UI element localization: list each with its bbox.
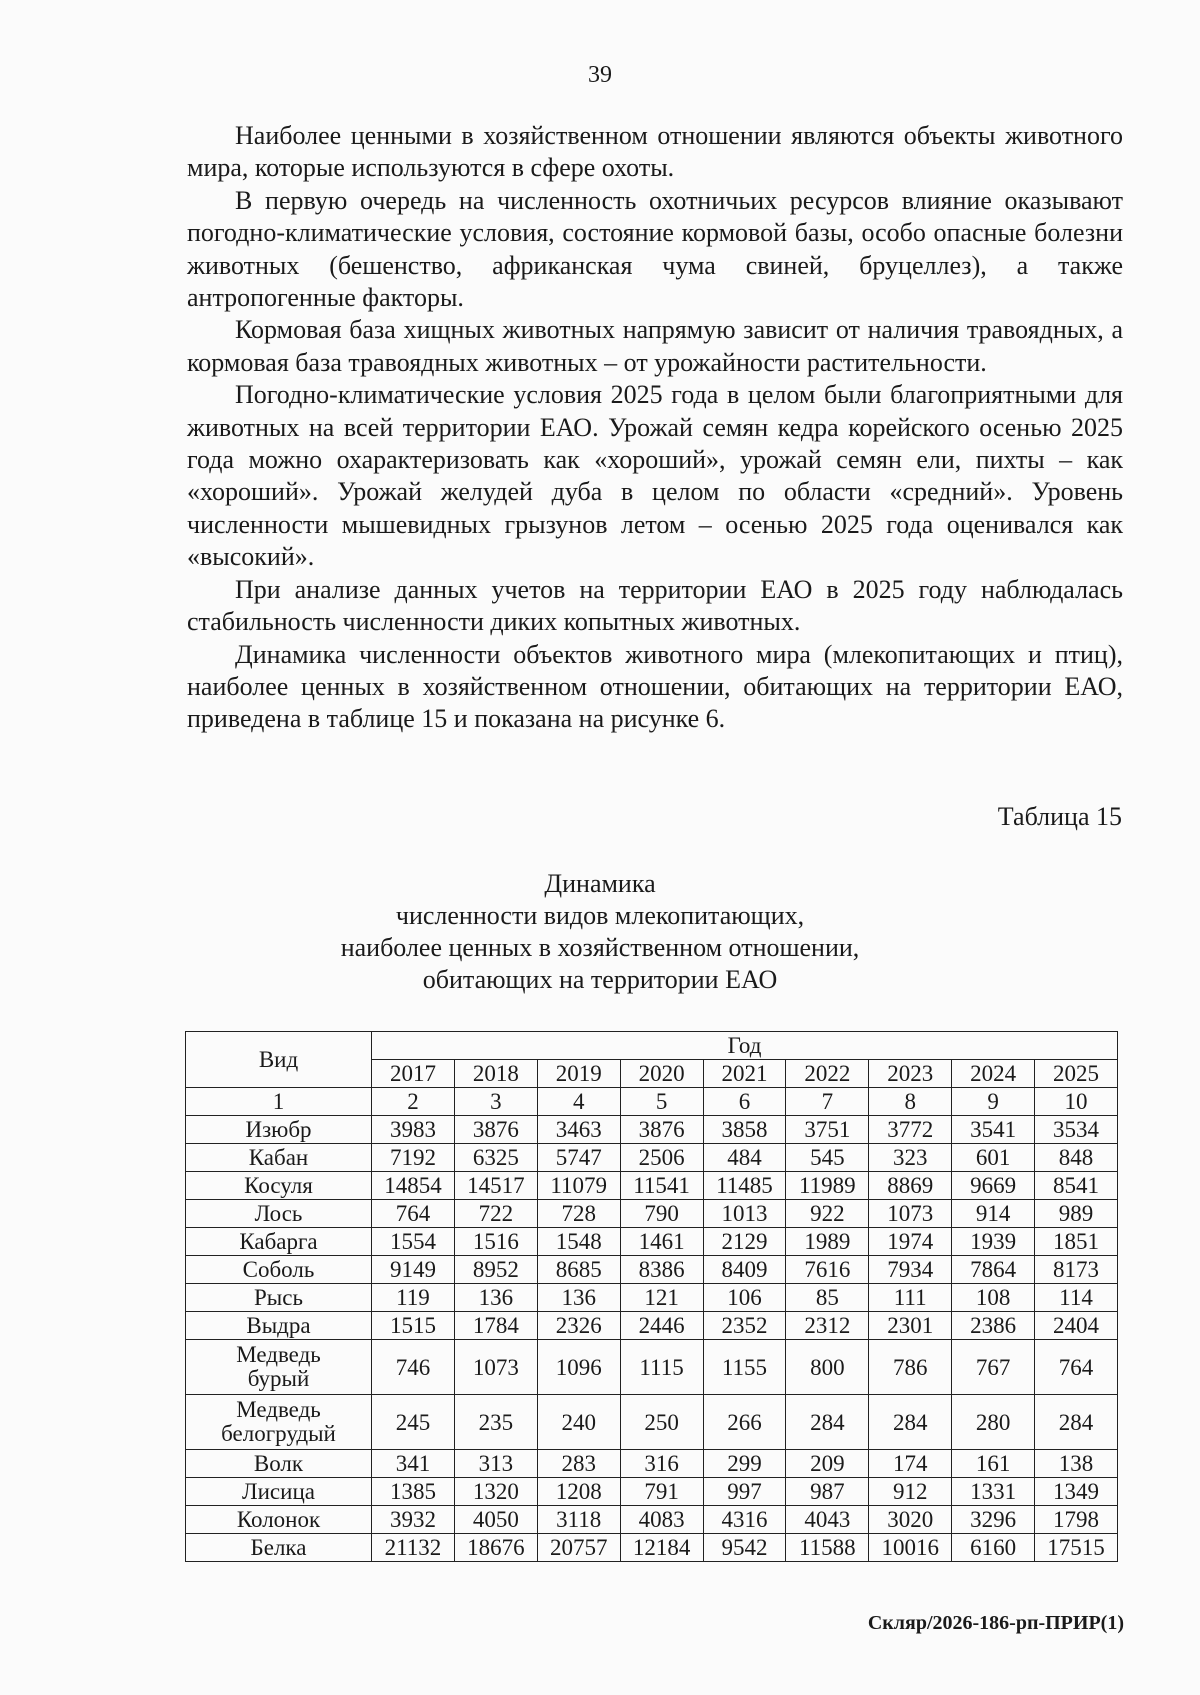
population-value: 240 bbox=[537, 1395, 620, 1450]
population-value: 987 bbox=[786, 1478, 869, 1506]
population-value: 3020 bbox=[869, 1506, 952, 1534]
population-value: 545 bbox=[786, 1144, 869, 1172]
population-value: 1155 bbox=[703, 1340, 786, 1395]
population-value: 848 bbox=[1035, 1144, 1118, 1172]
population-value: 174 bbox=[869, 1450, 952, 1478]
species-name: Волк bbox=[186, 1450, 372, 1478]
header-vid: Вид bbox=[186, 1032, 372, 1088]
population-value: 1516 bbox=[454, 1228, 537, 1256]
page-number: 39 bbox=[588, 62, 612, 88]
paragraph: Динамика численности объектов животного мира (млекопитающих и птиц), наиболее ценных в хозяйственном отношении, обитающих на территории ЕАО, приведена в таблице 15 и показана на рисунке 6. bbox=[187, 639, 1123, 734]
population-value: 746 bbox=[372, 1340, 455, 1395]
species-name: Лисица bbox=[186, 1478, 372, 1506]
population-value: 283 bbox=[537, 1450, 620, 1478]
population-value: 21132 bbox=[372, 1534, 455, 1562]
year-header: 2019 bbox=[537, 1060, 620, 1088]
population-value: 9149 bbox=[372, 1256, 455, 1284]
column-number: 1 bbox=[186, 1088, 372, 1116]
species-name: Соболь bbox=[186, 1256, 372, 1284]
population-value: 3118 bbox=[537, 1506, 620, 1534]
population-value: 601 bbox=[952, 1144, 1035, 1172]
table-body bbox=[186, 1116, 1118, 1562]
population-value: 912 bbox=[869, 1478, 952, 1506]
population-value: 1989 bbox=[786, 1228, 869, 1256]
population-value: 284 bbox=[1035, 1395, 1118, 1450]
population-value: 1461 bbox=[620, 1228, 703, 1256]
population-value: 12184 bbox=[620, 1534, 703, 1562]
population-value: 2326 bbox=[537, 1312, 620, 1340]
population-value: 1096 bbox=[537, 1340, 620, 1395]
column-number: 3 bbox=[454, 1088, 537, 1116]
population-value: 722 bbox=[454, 1200, 537, 1228]
table-row bbox=[186, 1116, 1118, 1144]
population-value: 18676 bbox=[454, 1534, 537, 1562]
population-value: 989 bbox=[1035, 1200, 1118, 1228]
population-value: 3858 bbox=[703, 1116, 786, 1144]
paragraph: Наиболее ценными в хозяйственном отношении являются объекты животного мира, которые используются в сфере охоты. bbox=[187, 121, 1123, 183]
population-value: 2404 bbox=[1035, 1312, 1118, 1340]
species-name bbox=[186, 1395, 372, 1450]
species-name-line: белогрудый bbox=[221, 1421, 336, 1446]
population-value: 2506 bbox=[620, 1144, 703, 1172]
table-title-line: обитающих на территории ЕАО bbox=[422, 965, 778, 994]
population-value: 6325 bbox=[454, 1144, 537, 1172]
population-value: 1115 bbox=[620, 1340, 703, 1395]
year-header: 2021 bbox=[703, 1060, 786, 1088]
year-header: 2020 bbox=[620, 1060, 703, 1088]
population-value: 14854 bbox=[372, 1172, 455, 1200]
population-value: 764 bbox=[372, 1200, 455, 1228]
population-value: 6160 bbox=[952, 1534, 1035, 1562]
population-value: 250 bbox=[620, 1395, 703, 1450]
population-value: 280 bbox=[952, 1395, 1035, 1450]
table-title-line: наиболее ценных в хозяйственном отношении, bbox=[340, 933, 860, 962]
column-number: 4 bbox=[537, 1088, 620, 1116]
table-row bbox=[186, 1478, 1118, 1506]
population-value: 138 bbox=[1035, 1450, 1118, 1478]
table-row bbox=[186, 1312, 1118, 1340]
table-row bbox=[186, 1506, 1118, 1534]
population-value: 235 bbox=[454, 1395, 537, 1450]
species-name: Лось bbox=[186, 1200, 372, 1228]
population-value: 1320 bbox=[454, 1478, 537, 1506]
species-name: Косуля bbox=[186, 1172, 372, 1200]
population-value: 2386 bbox=[952, 1312, 1035, 1340]
population-value: 8386 bbox=[620, 1256, 703, 1284]
species-name-line: Медведь bbox=[236, 1397, 321, 1422]
paragraph: Погодно-климатические условия 2025 года в целом были благоприятными для животных на всей территории ЕАО. Урожай семян кедра корейского осенью 2025 года можно охарактеризовать как «хороший», урожай семян ели, пихты – как «хороший». Урожай желудей дуба в целом по области «средний». Уровень численности мышевидных грызунов летом – осенью 2025 года оценивался как «высокий». bbox=[187, 380, 1123, 572]
population-value: 85 bbox=[786, 1284, 869, 1312]
year-header: 2017 bbox=[372, 1060, 455, 1088]
species-name: Выдра bbox=[186, 1312, 372, 1340]
population-value: 4083 bbox=[620, 1506, 703, 1534]
population-value: 8869 bbox=[869, 1172, 952, 1200]
paragraph: В первую очередь на численность охотничьих ресурсов влияние оказывают погодно-климатические условия, состояние кормовой базы, особо опасные болезни животных (бешенство, африканская чума свиней, бруцеллез), а также антропогенные факторы. bbox=[187, 185, 1123, 313]
population-value: 1349 bbox=[1035, 1478, 1118, 1506]
population-value: 20757 bbox=[537, 1534, 620, 1562]
population-value: 1073 bbox=[454, 1340, 537, 1395]
population-value: 7864 bbox=[952, 1256, 1035, 1284]
population-value: 17515 bbox=[1035, 1534, 1118, 1562]
population-value: 136 bbox=[454, 1284, 537, 1312]
population-table bbox=[185, 1031, 1118, 1562]
population-value: 8685 bbox=[537, 1256, 620, 1284]
population-value: 2301 bbox=[869, 1312, 952, 1340]
footer-code: Скляр/2026-186-рп-ПРИР(1) bbox=[867, 1612, 1124, 1634]
column-number: 5 bbox=[620, 1088, 703, 1116]
table-row bbox=[186, 1256, 1118, 1284]
table-row bbox=[186, 1450, 1118, 1478]
table-title-line: Динамика bbox=[544, 869, 656, 898]
population-value: 245 bbox=[372, 1395, 455, 1450]
species-name: Белка bbox=[186, 1534, 372, 1562]
population-value: 997 bbox=[703, 1478, 786, 1506]
population-value: 1784 bbox=[454, 1312, 537, 1340]
body-text bbox=[187, 120, 1123, 736]
population-value: 791 bbox=[620, 1478, 703, 1506]
population-value: 1798 bbox=[1035, 1506, 1118, 1534]
population-value: 10016 bbox=[869, 1534, 952, 1562]
population-value: 786 bbox=[869, 1340, 952, 1395]
population-value: 1013 bbox=[703, 1200, 786, 1228]
population-value: 209 bbox=[786, 1450, 869, 1478]
species-name: Колонок bbox=[186, 1506, 372, 1534]
population-value: 3296 bbox=[952, 1506, 1035, 1534]
table-title-line: численности видов млекопитающих, bbox=[395, 901, 805, 930]
population-value: 8541 bbox=[1035, 1172, 1118, 1200]
population-value: 800 bbox=[786, 1340, 869, 1395]
population-value: 106 bbox=[703, 1284, 786, 1312]
year-header: 2022 bbox=[786, 1060, 869, 1088]
table-row bbox=[186, 1200, 1118, 1228]
paragraph: При анализе данных учетов на территории ЕАО в 2025 году наблюдалась стабильность численности диких копытных животных. bbox=[187, 574, 1123, 637]
population-value: 8409 bbox=[703, 1256, 786, 1284]
species-name: Изюбр bbox=[186, 1116, 372, 1144]
population-value: 1851 bbox=[1035, 1228, 1118, 1256]
population-value: 284 bbox=[869, 1395, 952, 1450]
population-value: 1548 bbox=[537, 1228, 620, 1256]
population-value: 316 bbox=[620, 1450, 703, 1478]
population-value: 11079 bbox=[537, 1172, 620, 1200]
population-value: 728 bbox=[537, 1200, 620, 1228]
table-row bbox=[186, 1144, 1118, 1172]
population-value: 7934 bbox=[869, 1256, 952, 1284]
population-value: 9669 bbox=[952, 1172, 1035, 1200]
column-number: 2 bbox=[372, 1088, 455, 1116]
population-value: 790 bbox=[620, 1200, 703, 1228]
population-value: 1073 bbox=[869, 1200, 952, 1228]
population-value: 161 bbox=[952, 1450, 1035, 1478]
population-value: 4050 bbox=[454, 1506, 537, 1534]
population-value: 11989 bbox=[786, 1172, 869, 1200]
population-value: 3534 bbox=[1035, 1116, 1118, 1144]
population-value: 922 bbox=[786, 1200, 869, 1228]
population-value: 4043 bbox=[786, 1506, 869, 1534]
population-value: 11541 bbox=[620, 1172, 703, 1200]
population-value: 323 bbox=[869, 1144, 952, 1172]
population-value: 111 bbox=[869, 1284, 952, 1312]
population-value: 299 bbox=[703, 1450, 786, 1478]
population-value: 3772 bbox=[869, 1116, 952, 1144]
population-value: 1208 bbox=[537, 1478, 620, 1506]
population-value: 341 bbox=[372, 1450, 455, 1478]
population-value: 2446 bbox=[620, 1312, 703, 1340]
population-value: 3983 bbox=[372, 1116, 455, 1144]
population-value: 914 bbox=[952, 1200, 1035, 1228]
population-value: 1974 bbox=[869, 1228, 952, 1256]
header-year: Год bbox=[372, 1032, 1118, 1060]
population-value: 9542 bbox=[703, 1534, 786, 1562]
population-value: 767 bbox=[952, 1340, 1035, 1395]
population-value: 1385 bbox=[372, 1478, 455, 1506]
species-name: Рысь bbox=[186, 1284, 372, 1312]
table-row bbox=[186, 1534, 1118, 1562]
table-row bbox=[186, 1284, 1118, 1312]
population-value: 7616 bbox=[786, 1256, 869, 1284]
column-number: 8 bbox=[869, 1088, 952, 1116]
population-value: 11485 bbox=[703, 1172, 786, 1200]
column-number: 10 bbox=[1035, 1088, 1118, 1116]
population-value: 8173 bbox=[1035, 1256, 1118, 1284]
table-row bbox=[186, 1228, 1118, 1256]
population-value: 1515 bbox=[372, 1312, 455, 1340]
table-row bbox=[186, 1340, 1118, 1395]
population-value: 5747 bbox=[537, 1144, 620, 1172]
population-value: 14517 bbox=[454, 1172, 537, 1200]
population-value: 4316 bbox=[703, 1506, 786, 1534]
numbering-row bbox=[186, 1088, 1118, 1116]
column-number: 7 bbox=[786, 1088, 869, 1116]
population-value: 484 bbox=[703, 1144, 786, 1172]
population-value: 2352 bbox=[703, 1312, 786, 1340]
year-header: 2018 bbox=[454, 1060, 537, 1088]
population-value: 1331 bbox=[952, 1478, 1035, 1506]
population-value: 114 bbox=[1035, 1284, 1118, 1312]
population-value: 313 bbox=[454, 1450, 537, 1478]
population-value: 11588 bbox=[786, 1534, 869, 1562]
population-value: 8952 bbox=[454, 1256, 537, 1284]
population-value: 3876 bbox=[454, 1116, 537, 1144]
year-header: 2024 bbox=[952, 1060, 1035, 1088]
population-value: 3541 bbox=[952, 1116, 1035, 1144]
population-value: 108 bbox=[952, 1284, 1035, 1312]
population-value: 2129 bbox=[703, 1228, 786, 1256]
table-row bbox=[186, 1395, 1118, 1450]
year-header: 2025 bbox=[1035, 1060, 1118, 1088]
column-number: 9 bbox=[952, 1088, 1035, 1116]
paragraph: Кормовая база хищных животных напрямую зависит от наличия травоядных, а кормовая база травоядных животных – от урожайности растительности. bbox=[187, 315, 1123, 377]
species-name bbox=[186, 1340, 372, 1395]
population-value: 284 bbox=[786, 1395, 869, 1450]
population-value: 7192 bbox=[372, 1144, 455, 1172]
population-value: 3751 bbox=[786, 1116, 869, 1144]
table-row bbox=[186, 1172, 1118, 1200]
population-value: 266 bbox=[703, 1395, 786, 1450]
species-name: Кабарга bbox=[186, 1228, 372, 1256]
table-title bbox=[0, 868, 1200, 996]
year-header: 2023 bbox=[869, 1060, 952, 1088]
population-value: 3463 bbox=[537, 1116, 620, 1144]
population-value: 3932 bbox=[372, 1506, 455, 1534]
population-value: 1939 bbox=[952, 1228, 1035, 1256]
population-value: 121 bbox=[620, 1284, 703, 1312]
population-value: 119 bbox=[372, 1284, 455, 1312]
population-value: 764 bbox=[1035, 1340, 1118, 1395]
population-value: 1554 bbox=[372, 1228, 455, 1256]
population-value: 136 bbox=[537, 1284, 620, 1312]
species-name: Кабан bbox=[186, 1144, 372, 1172]
population-value: 3876 bbox=[620, 1116, 703, 1144]
species-name-line: бурый bbox=[247, 1366, 310, 1391]
species-name-line: Медведь bbox=[236, 1342, 321, 1367]
table-label: Таблица 15 bbox=[997, 802, 1122, 831]
column-number: 6 bbox=[703, 1088, 786, 1116]
population-value: 2312 bbox=[786, 1312, 869, 1340]
